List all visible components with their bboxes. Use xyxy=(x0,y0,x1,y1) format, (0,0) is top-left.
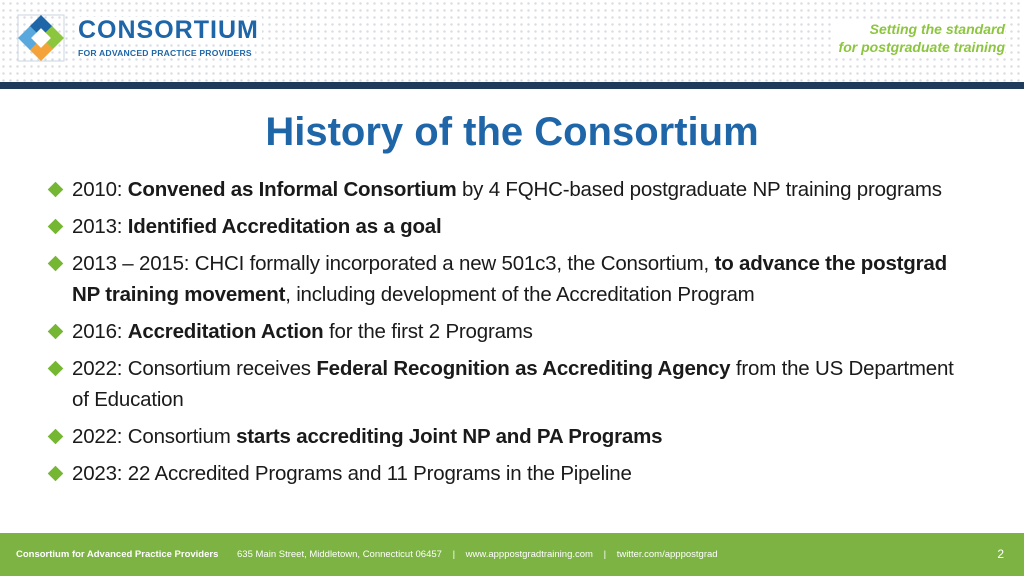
footer-address: 635 Main Street, Middletown, Connecticut 06457 xyxy=(237,549,442,560)
footer-website-link[interactable]: www.apppostgradtraining.com xyxy=(465,549,593,560)
diamond-bullet-icon xyxy=(48,466,64,482)
page-number: 2 xyxy=(997,547,1004,561)
consortium-logo-icon xyxy=(16,13,66,63)
footer-twitter-link[interactable]: twitter.com/apppostgrad xyxy=(616,549,718,560)
diamond-bullet-icon xyxy=(48,429,64,445)
footer-org-name: Consortium for Advanced Practice Providers xyxy=(16,549,219,560)
tagline-line-1: Setting the standard xyxy=(869,21,1005,37)
footer-separator: | xyxy=(452,549,456,560)
bullet-highlight: Identified Accreditation as a goal xyxy=(127,215,442,238)
bullet-highlight: Accreditation Action xyxy=(127,320,324,343)
bullet-list xyxy=(48,174,968,495)
bullet-text: 2013 – 2015: CHCI formally incorporated a new 501c3, the Consortium, xyxy=(72,252,715,275)
bullet-text: for the first 2 Programs xyxy=(323,320,533,343)
logo-text xyxy=(78,17,262,61)
bullet-text: 2010: xyxy=(72,178,128,201)
slide-title: History of the Consortium xyxy=(265,110,759,154)
bullet-text: , including development of the Accreditation Program xyxy=(285,283,755,306)
bullet-item xyxy=(48,316,968,347)
bullet-item xyxy=(48,421,968,452)
bullet-highlight: to advance the postgrad NP training movement xyxy=(72,252,947,306)
header-divider xyxy=(0,82,1024,89)
footer-info xyxy=(16,549,718,560)
diamond-bullet-icon xyxy=(48,256,64,272)
diamond-bullet-icon xyxy=(48,182,64,198)
logo-subtitle: FOR ADVANCED PRACTICE PROVIDERS xyxy=(78,48,255,58)
footer-separator: | xyxy=(603,549,607,560)
bullet-highlight: Federal Recognition as Accrediting Agency xyxy=(316,357,731,380)
tagline-line-2: for postgraduate training xyxy=(838,39,1005,55)
diamond-bullet-icon xyxy=(48,219,64,235)
bullet-text: 2022: Consortium receives xyxy=(72,357,317,380)
diamond-bullet-icon xyxy=(48,361,64,377)
bullet-highlight: Convened as Informal Consortium xyxy=(127,178,457,201)
bullet-text: 2023: 22 Accredited Programs and 11 Programs in the Pipeline xyxy=(72,462,632,485)
logo-name: CONSORTIUM xyxy=(78,17,262,43)
bullet-text: from the US Department of Education xyxy=(72,357,954,411)
bullet-text: 2022: Consortium xyxy=(72,425,237,448)
bullet-item xyxy=(48,353,968,415)
bullet-item xyxy=(48,458,968,489)
bullet-text: 2016: xyxy=(72,320,128,343)
bullet-text: 2013: xyxy=(72,215,128,238)
tagline xyxy=(835,20,1005,56)
bullet-item xyxy=(48,248,968,310)
diamond-bullet-icon xyxy=(48,324,64,340)
bullet-text: by 4 FQHC-based postgraduate NP training programs xyxy=(456,178,942,201)
bullet-item xyxy=(48,211,968,242)
footer-bar xyxy=(0,533,1024,576)
bullet-highlight: starts accrediting Joint NP and PA Programs xyxy=(236,425,663,448)
bullet-item xyxy=(48,174,968,205)
header-bar xyxy=(0,0,1024,82)
